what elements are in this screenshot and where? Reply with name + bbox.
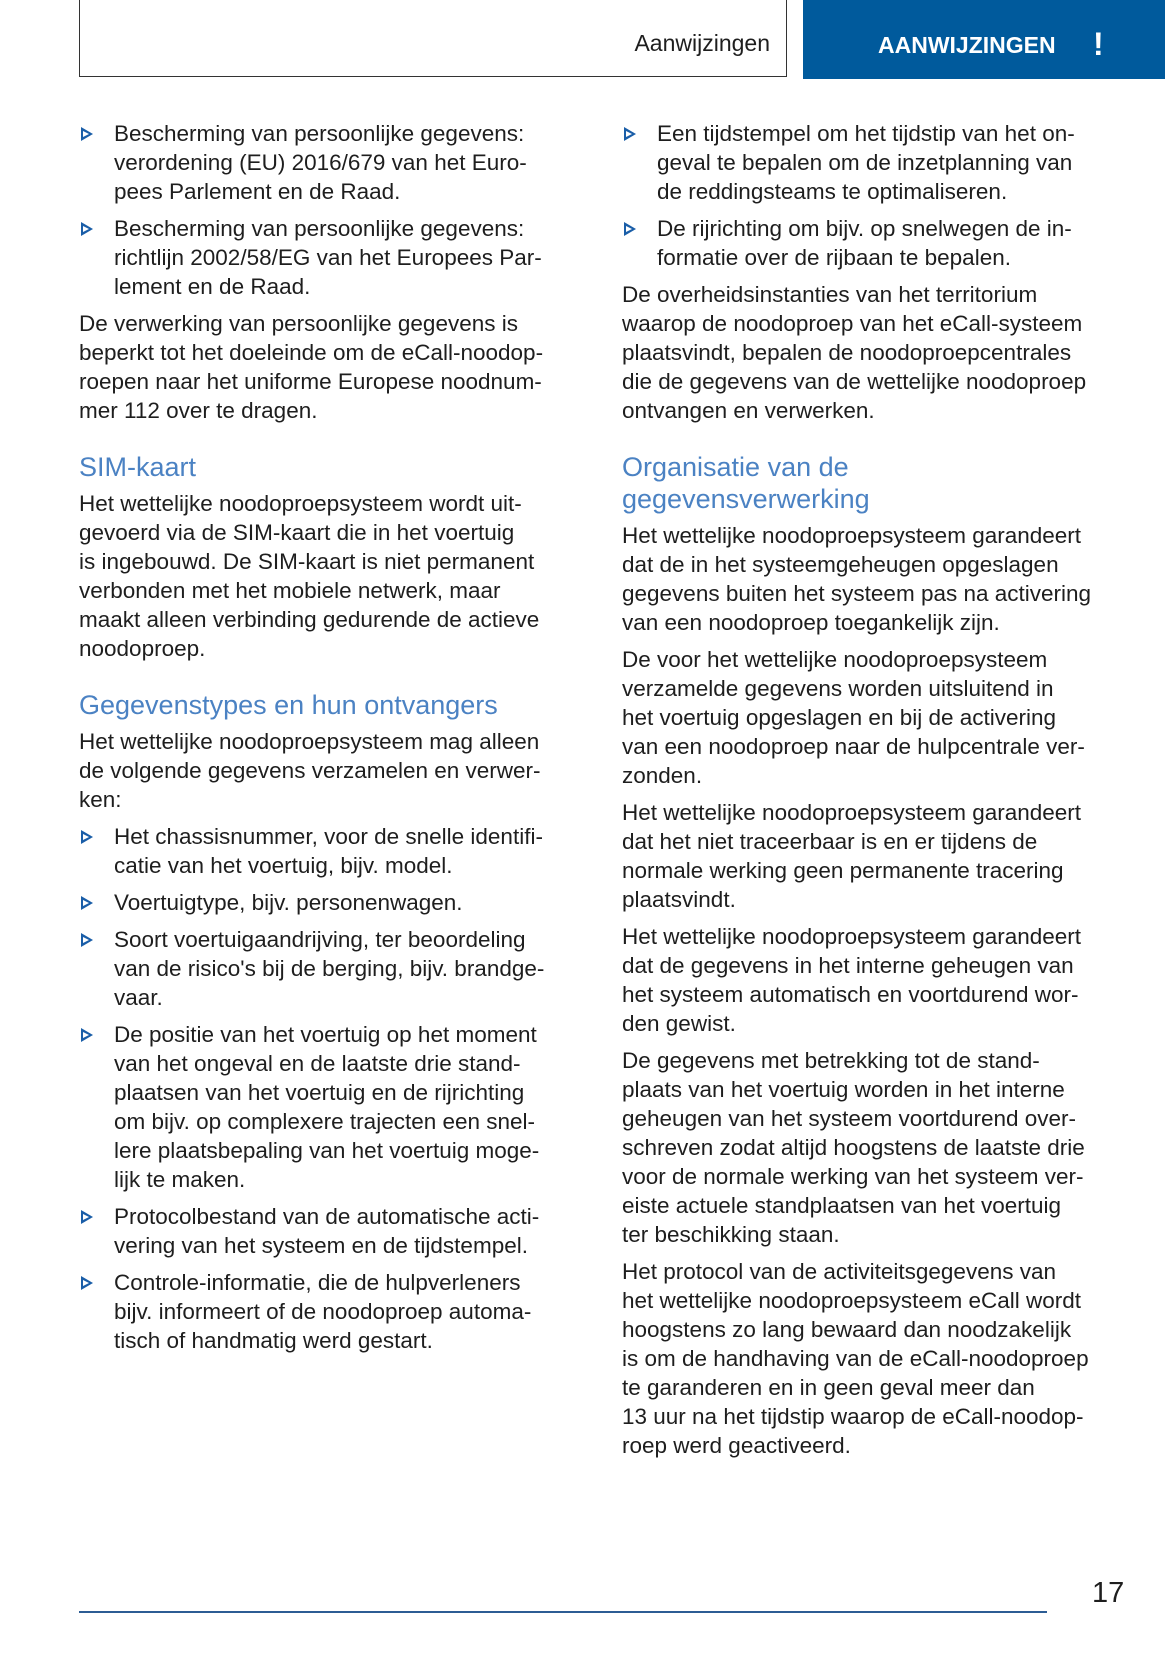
bullet-text: Bescherming van persoonlijke gegevens: richtlijn 2002/58/EG van het Europees Par- lement en de Raad. (114, 216, 542, 299)
bullet-text: Protocolbestand van de automatische acti- vering van het systeem en de tijdstempel. (114, 1204, 540, 1258)
bullet-item (79, 1202, 584, 1260)
section-heading: Gegevenstypes en hun ontvangers (79, 690, 498, 720)
triangle-bullet-icon (81, 127, 93, 141)
exclamation-icon: ! (1093, 26, 1104, 62)
bullet-item (79, 1020, 584, 1194)
paragraph: Het protocol van de activiteitsgegevens van het wettelijke noodoproepsysteem eCall wordt hoogstens zo lang bewaard dan noodzakelijk is om de handhaving van de eCall-noodoproep te garanderen en in geen geval meer dan 13 uur na het tijdstip waarop de eCall-noodop- roep werd geactiveerd. (622, 1259, 1089, 1458)
bullet-text: De positie van het voertuig op het moment van het ongeval en de laatste drie stand- plaatsen van het voertuig en de rijrichting om bijv. op complexere trajecten een snel- lere plaatsbepaling van het voertuig moge- lijk te maken. (114, 1022, 540, 1192)
bullet-item (79, 888, 584, 917)
section-heading: SIM-kaart (79, 452, 197, 482)
triangle-bullet-icon (81, 1210, 93, 1224)
paragraph: Het wettelijke noodoproepsysteem garandeert dat de in het systeemgeheugen opgeslagen gegevens buiten het systeem pas na activering van een noodoproep toegankelijk zijn. (622, 523, 1092, 635)
triangle-bullet-icon (81, 222, 93, 236)
bullet-text: Bescherming van persoonlijke gegevens: verordening (EU) 2016/679 van het Euro- pees Parlement en de Raad. (114, 121, 527, 204)
bullet-item (622, 119, 1142, 206)
triangle-bullet-icon (81, 1028, 93, 1042)
paragraph: Het wettelijke noodoproepsysteem garandeert dat de gegevens in het interne geheugen van het systeem automatisch en voortdurend wor- den gewist. (622, 924, 1082, 1036)
page-number: 17 (1092, 1577, 1125, 1609)
bullet-text: Een tijdstempel om het tijdstip van het on- geval te bepalen om de inzetplanning van de reddingsteams te optimaliseren. (657, 121, 1075, 204)
triangle-bullet-icon (81, 896, 93, 910)
paragraph: De gegevens met betrekking tot de stand- plaats van het voertuig worden in het interne geheugen van het systeem voortdurend over- schreven zodat altijd hoogstens de laatste drie voor de normale werking van het systeem ver- eiste actuele standplaatsen van het voertuig ter beschikking staan. (622, 1048, 1085, 1247)
section-header (79, 0, 787, 77)
triangle-bullet-icon (81, 1276, 93, 1290)
paragraph: Het wettelijke noodoproepsysteem mag alleen de volgende gegevens verzamelen en verwer- ken: (79, 729, 541, 812)
triangle-bullet-icon (624, 222, 636, 236)
bullet-item (79, 119, 584, 206)
bullet-item (79, 214, 584, 301)
left-column (79, 119, 584, 1363)
bullet-text: De rijrichting om bijv. op snelwegen de in- formatie over de rijbaan te bepalen. (657, 216, 1072, 270)
triangle-bullet-icon (81, 933, 93, 947)
paragraph: De verwerking van persoonlijke gegevens is beperkt tot het doeleinde om de eCall-noodop- roepen naar het uniforme Europese noodnum- mer 112 over te dragen. (79, 311, 544, 423)
bullet-item (622, 214, 1142, 272)
bullet-text: Controle-informatie, die de hulpverleners bijv. informeert of de noodoproep automa- tisch of handmatig werd gestart. (114, 1270, 532, 1353)
bullet-item (79, 822, 584, 880)
paragraph: Het wettelijke noodoproepsysteem garandeert dat het niet traceerbaar is en er tijdens de normale werking geen permanente tracering plaatsvindt. (622, 800, 1082, 912)
bullet-text: Soort voertuigaandrijving, ter beoordeling van de risico's bij de berging, bijv. brandge- vaar. (114, 927, 545, 1010)
bullet-item (79, 925, 584, 1012)
paragraph: De overheidsinstanties van het territorium waarop de noodoproep van het eCall-systeem plaatsvindt, bepalen de noodoproepcentrales die de gegevens van de wettelijke noodoproep ontvangen en verwerken. (622, 282, 1087, 423)
chapter-tab (803, 0, 1165, 79)
section-title: Aanwijzingen (634, 30, 770, 56)
footer-rule (79, 1611, 1047, 1613)
triangle-bullet-icon (81, 830, 93, 844)
bullet-text: Voertuigtype, bijv. personenwagen. (114, 890, 463, 915)
bullet-item (79, 1268, 584, 1355)
triangle-bullet-icon (624, 127, 636, 141)
paragraph: De voor het wettelijke noodoproepsysteem verzamelde gegevens worden uitsluitend in het voertuig opgeslagen en bij de activering van een noodoproep naar de hulpcentrale ver- zonden. (622, 647, 1085, 788)
paragraph: Het wettelijke noodoproepsysteem wordt uit- gevoerd via de SIM-kaart die in het voertuig is ingebouwd. De SIM-kaart is niet permanent verbonden met het mobiele netwerk, maar maakt alleen verbinding gedurende de actieve noodoproep. (79, 491, 540, 661)
chapter-title: AANWIJZINGEN (878, 32, 1056, 58)
bullet-text: Het chassisnummer, voor de snelle identifi- catie van het voertuig, bijv. model. (114, 824, 543, 878)
right-column (622, 119, 1142, 1468)
section-heading: Organisatie van de gegevensverwerking (622, 452, 870, 514)
